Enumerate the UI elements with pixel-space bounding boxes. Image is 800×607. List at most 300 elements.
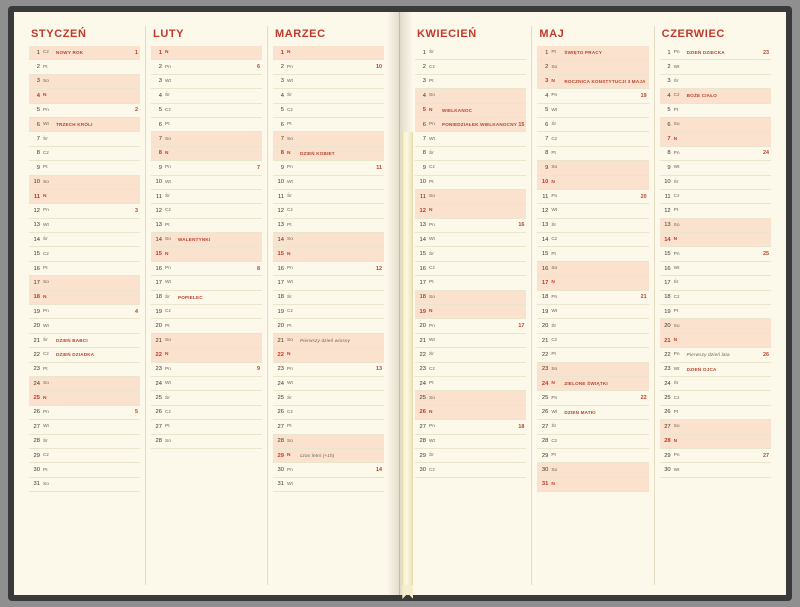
day-row[interactable] [660,89,771,103]
day-row[interactable] [29,348,140,362]
day-of-week: Wt [429,338,435,343]
day-row[interactable] [415,176,526,190]
day-number: 6 [422,121,426,128]
day-number: 14 [541,236,549,243]
day-row[interactable] [660,334,771,348]
day-of-week: Pn [673,453,680,459]
day-row[interactable] [537,463,648,477]
day-of-week: Cz [43,150,49,156]
day-note: DZIEŃ OJCA [686,366,717,372]
day-row[interactable] [151,60,262,74]
day-row[interactable] [151,262,262,276]
day-row[interactable] [415,363,526,377]
day-row[interactable] [415,147,526,161]
day-number: 20 [155,323,162,330]
day-row[interactable] [537,161,648,175]
day-row[interactable] [273,463,384,477]
day-of-week: Cz [673,395,680,401]
day-row[interactable] [151,247,262,261]
day-row[interactable] [273,435,384,449]
day-row[interactable] [415,104,526,118]
day-row[interactable] [660,449,771,463]
day-row[interactable] [537,478,648,492]
day-number: 10 [541,179,549,186]
day-number: 1 [422,49,426,56]
day-row[interactable] [151,435,262,449]
day-row[interactable] [151,104,262,118]
day-row[interactable] [660,132,771,146]
day-row[interactable] [415,190,526,204]
day-row[interactable] [29,363,140,377]
day-number: 24 [277,380,284,387]
day-row[interactable] [537,219,648,233]
day-row[interactable] [537,132,648,146]
day-row[interactable] [660,463,771,477]
day-row[interactable] [151,233,262,247]
day-list [537,46,648,492]
day-row[interactable] [273,420,384,434]
day-row[interactable] [415,118,526,132]
day-number: 7 [667,136,671,143]
day-row[interactable] [151,118,262,132]
day-row[interactable] [660,391,771,405]
day-row[interactable] [415,60,526,74]
day-row[interactable] [660,247,771,261]
day-row[interactable] [29,420,140,434]
day-row[interactable] [29,132,140,146]
day-number: 24 [541,380,549,387]
day-number: 17 [33,279,40,286]
day-row[interactable] [415,334,526,348]
month-column-kwiecień [410,26,531,585]
week-number: 7 [257,164,260,171]
day-of-week: N [551,78,555,84]
day-row[interactable] [273,406,384,420]
day-row[interactable] [537,118,648,132]
day-list [273,46,384,492]
day-row[interactable] [537,190,648,204]
day-row[interactable] [151,204,262,218]
day-of-week: Pn [673,352,680,358]
day-number: 18 [33,294,40,301]
day-row[interactable] [537,305,648,319]
day-row[interactable] [415,449,526,463]
day-row[interactable] [151,75,262,89]
week-number: 27 [762,452,769,459]
day-row[interactable] [415,435,526,449]
day-row[interactable] [273,75,384,89]
day-row[interactable] [537,147,648,161]
day-number: 9 [158,164,162,171]
day-row[interactable] [537,363,648,377]
day-number: 21 [419,337,426,344]
day-row[interactable] [29,262,140,276]
day-of-week: Śr [551,222,557,228]
day-row[interactable] [273,305,384,319]
day-row[interactable] [273,276,384,290]
day-of-week: So [551,467,558,473]
day-of-week: Śr [673,179,679,185]
day-of-week: Wt [551,208,558,214]
day-row[interactable] [660,377,771,391]
day-number: 2 [545,64,549,71]
day-number: 13 [664,222,671,229]
day-note: POPIELEC [178,294,203,300]
day-of-week: Wt [287,280,293,286]
day-row[interactable] [537,449,648,463]
day-row[interactable] [151,334,262,348]
day-number: 26 [155,409,162,416]
day-number: 7 [422,136,426,143]
day-row[interactable] [29,463,140,477]
day-row[interactable] [273,262,384,276]
day-of-week: Cz [429,266,435,272]
day-row[interactable] [29,46,140,60]
month-title: MARZEC [275,28,326,40]
day-number: 13 [419,222,426,229]
day-row[interactable] [537,262,648,276]
day-row[interactable] [273,204,384,218]
day-row[interactable] [151,219,262,233]
day-row[interactable] [29,406,140,420]
day-row[interactable] [273,161,384,175]
day-row[interactable] [29,276,140,290]
day-row[interactable] [273,132,384,146]
day-row[interactable] [29,118,140,132]
day-row[interactable] [660,276,771,290]
day-of-week: Cz [429,165,435,171]
day-of-week: Cz [43,453,49,459]
day-row[interactable] [29,161,140,175]
month-title: CZERWIEC [661,28,725,40]
day-number: 10 [33,179,40,186]
day-row[interactable] [660,233,771,247]
day-row[interactable] [273,118,384,132]
day-row[interactable] [415,348,526,362]
day-of-week: Śr [43,438,48,444]
day-row[interactable] [151,46,262,60]
day-row[interactable] [660,262,771,276]
day-of-week: Cz [673,294,680,300]
day-row[interactable] [660,363,771,377]
day-row[interactable] [29,391,140,405]
day-row[interactable] [151,176,262,190]
day-row[interactable] [29,377,140,391]
day-row[interactable] [273,89,384,103]
day-row[interactable] [151,377,262,391]
day-row[interactable] [273,348,384,362]
day-row[interactable] [29,60,140,74]
day-row[interactable] [273,478,384,492]
day-of-week: Pn [429,122,435,128]
day-number: 15 [419,251,426,258]
day-row[interactable] [29,233,140,247]
day-row[interactable] [537,75,648,89]
day-number: 20 [419,323,426,330]
day-row[interactable] [660,147,771,161]
day-of-week: So [287,338,293,343]
day-row[interactable] [415,291,526,305]
day-row[interactable] [29,89,140,103]
day-row[interactable] [415,75,526,89]
day-number: 25 [419,395,426,402]
day-of-week: So [287,438,293,444]
day-row[interactable] [273,60,384,74]
day-of-week: So [551,366,558,372]
left-page [14,12,400,595]
day-of-week: N [43,194,47,200]
day-row[interactable] [29,334,140,348]
day-row[interactable] [273,219,384,233]
day-row[interactable] [151,319,262,333]
day-of-week: N [165,352,169,358]
day-row[interactable] [415,305,526,319]
day-row[interactable] [151,420,262,434]
day-of-week: So [165,237,171,243]
day-of-week: So [287,237,293,243]
day-row[interactable] [415,219,526,233]
day-of-week: Pn [673,50,680,56]
day-of-week: Pt [551,251,556,257]
day-row[interactable] [29,75,140,89]
page-spread [14,12,786,595]
day-note: DZIEŃ DZIADKA [56,352,95,358]
month-column-luty [145,26,267,585]
day-row[interactable] [660,291,771,305]
day-row[interactable] [273,449,384,463]
day-row[interactable] [537,291,648,305]
day-row[interactable] [151,276,262,290]
day-row[interactable] [660,75,771,89]
day-row[interactable] [537,334,648,348]
day-number: 19 [664,308,671,315]
day-number: 31 [541,481,549,488]
day-number: 5 [422,107,426,114]
day-of-week: N [287,50,291,56]
day-row[interactable] [537,348,648,362]
day-of-week: So [551,266,558,272]
day-row[interactable] [537,46,648,60]
day-row[interactable] [537,176,648,190]
day-row[interactable] [29,190,140,204]
day-row[interactable] [273,233,384,247]
day-of-week: So [673,222,680,228]
day-row[interactable] [660,305,771,319]
day-number: 19 [155,308,162,315]
day-row[interactable] [273,377,384,391]
day-row[interactable] [537,233,648,247]
day-of-week: Pn [551,294,558,300]
day-row[interactable] [29,319,140,333]
month-title: STYCZEŃ [31,28,87,40]
day-row[interactable] [537,60,648,74]
day-number: 28 [419,438,426,445]
day-of-week: So [43,280,49,286]
week-number: 17 [518,323,525,330]
day-number: 6 [36,121,40,128]
day-row[interactable] [29,104,140,118]
day-row[interactable] [273,391,384,405]
day-of-week: Pt [43,165,48,171]
day-row[interactable] [415,406,526,420]
day-of-week: Śr [429,50,434,56]
day-row[interactable] [415,377,526,391]
day-row[interactable] [29,478,140,492]
day-of-week: Pt [287,122,292,128]
day-number: 14 [419,236,426,243]
day-row[interactable] [660,176,771,190]
day-row[interactable] [660,60,771,74]
day-row[interactable] [415,233,526,247]
day-row[interactable] [660,104,771,118]
day-of-week: Śr [429,352,434,358]
day-row[interactable] [151,132,262,146]
day-of-week: Pn [551,194,558,200]
day-number: 6 [280,121,284,128]
day-row[interactable] [415,420,526,434]
day-row[interactable] [151,391,262,405]
day-row[interactable] [660,348,771,362]
day-number: 23 [277,366,284,373]
day-row[interactable] [415,89,526,103]
day-row[interactable] [660,435,771,449]
day-number: 2 [36,64,40,71]
day-row[interactable] [537,435,648,449]
day-row[interactable] [537,319,648,333]
day-row[interactable] [273,247,384,261]
day-row[interactable] [151,348,262,362]
day-row[interactable] [537,391,648,405]
day-row[interactable] [537,420,648,434]
day-row[interactable] [29,449,140,463]
day-row[interactable] [415,262,526,276]
day-row[interactable] [151,363,262,377]
day-row[interactable] [660,118,771,132]
day-of-week: Śr [551,122,557,128]
day-row[interactable] [415,46,526,60]
day-number: 9 [280,164,284,171]
day-row[interactable] [415,276,526,290]
day-row[interactable] [415,161,526,175]
day-row[interactable] [151,190,262,204]
day-of-week: So [43,78,49,84]
day-row[interactable] [660,204,771,218]
day-row[interactable] [29,176,140,190]
day-row[interactable] [415,132,526,146]
day-row[interactable] [29,219,140,233]
day-of-week: So [43,481,49,487]
day-row[interactable] [415,391,526,405]
month-title: LUTY [153,28,185,40]
day-row[interactable] [273,176,384,190]
day-number: 1 [280,49,284,56]
day-row[interactable] [537,104,648,118]
day-row[interactable] [29,305,140,319]
day-row[interactable] [660,219,771,233]
day-of-week: Pt [43,366,48,372]
day-row[interactable] [537,377,648,391]
day-row[interactable] [151,305,262,319]
day-list [151,46,262,449]
day-of-week: Wt [429,136,435,142]
day-number: 1 [158,49,162,56]
day-number: 27 [155,423,162,430]
day-row[interactable] [151,161,262,175]
day-row[interactable] [151,89,262,103]
day-row[interactable] [537,406,648,420]
day-row[interactable] [415,247,526,261]
day-row[interactable] [415,204,526,218]
day-row[interactable] [151,291,262,305]
week-number: 18 [518,423,525,430]
day-row[interactable] [273,319,384,333]
day-row[interactable] [273,363,384,377]
day-number: 26 [277,409,284,416]
day-row[interactable] [151,406,262,420]
day-row[interactable] [537,89,648,103]
day-number: 11 [155,193,162,200]
day-number: 22 [155,351,162,358]
day-row[interactable] [29,291,140,305]
day-row[interactable] [660,406,771,420]
day-number: 18 [664,294,671,301]
day-note: ŚWIĘTO PRACY [564,50,603,56]
day-row[interactable] [273,104,384,118]
day-row[interactable] [29,247,140,261]
day-row[interactable] [415,319,526,333]
day-row[interactable] [415,463,526,477]
day-of-week: Wt [287,78,293,84]
day-row[interactable] [273,46,384,60]
day-of-week: Pt [287,424,292,430]
day-number: 5 [36,107,40,114]
day-row[interactable] [660,46,771,60]
day-number: 11 [542,193,549,200]
day-number: 28 [664,438,671,445]
day-row[interactable] [660,420,771,434]
day-number: 24 [419,380,426,387]
day-row[interactable] [151,147,262,161]
day-number: 30 [541,467,549,474]
day-row[interactable] [660,161,771,175]
day-number: 3 [36,78,40,85]
day-of-week: Śr [551,424,557,430]
day-row[interactable] [29,204,140,218]
day-of-week: N [673,438,678,444]
day-row[interactable] [29,435,140,449]
day-row[interactable] [273,334,384,348]
day-of-week: So [43,179,49,185]
day-row[interactable] [273,190,384,204]
day-row[interactable] [29,147,140,161]
day-number: 28 [33,438,40,445]
day-note: DZIEŃ DZIECKA [686,50,725,56]
day-number: 28 [155,438,162,445]
day-row[interactable] [273,147,384,161]
day-of-week: Śr [673,381,679,387]
day-row[interactable] [273,291,384,305]
day-of-week: Pn [43,107,49,113]
day-row[interactable] [537,276,648,290]
week-number: 13 [376,366,382,373]
day-of-week: Pt [43,266,48,272]
day-number: 12 [277,207,284,214]
day-row[interactable] [660,190,771,204]
day-row[interactable] [537,247,648,261]
day-of-week: N [165,150,169,156]
day-row[interactable] [537,204,648,218]
day-row[interactable] [660,319,771,333]
